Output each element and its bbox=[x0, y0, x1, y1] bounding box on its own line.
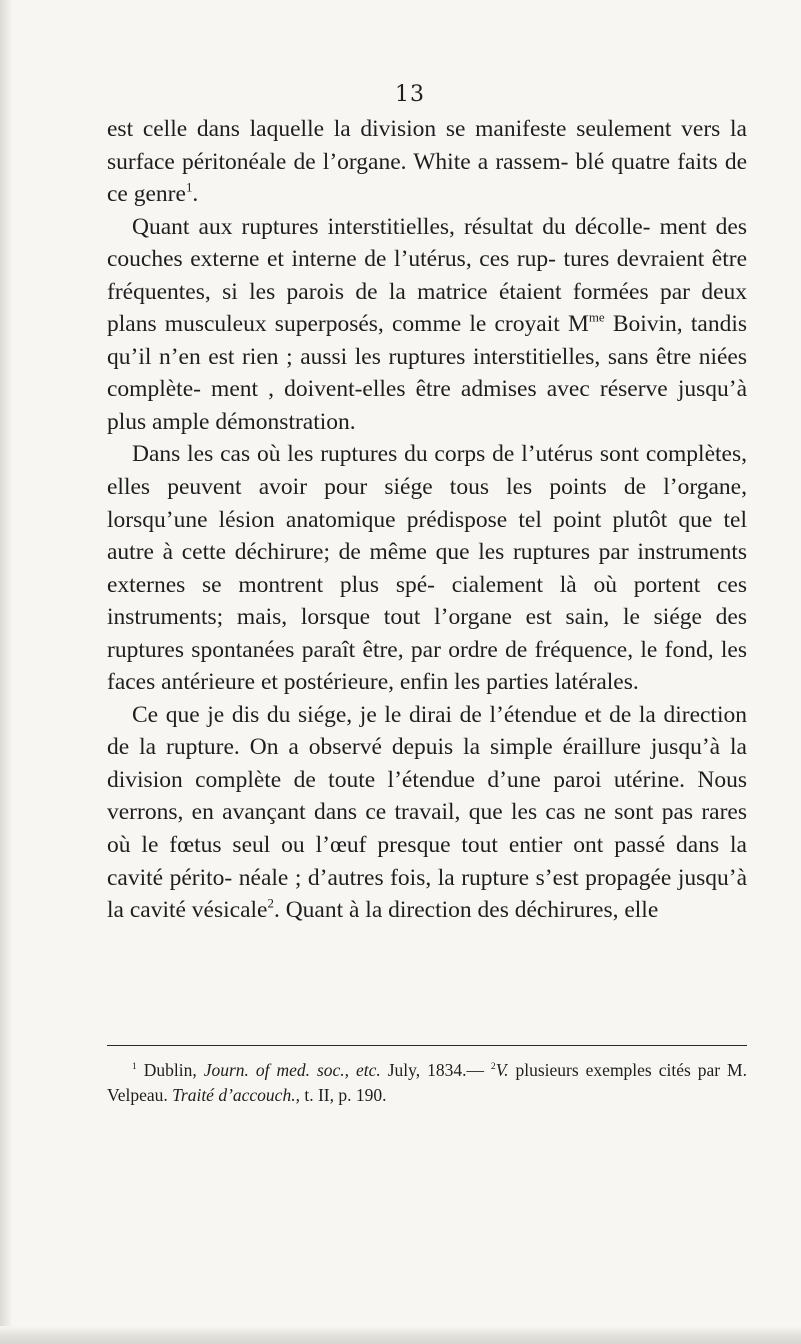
footnote-1-text-b: July, 1834.— bbox=[380, 1060, 491, 1080]
page-binding-edge bbox=[0, 0, 12, 1344]
footnote-2-mark: 2 bbox=[490, 1060, 496, 1072]
footnotes bbox=[107, 1058, 747, 1108]
paragraph-1 bbox=[107, 113, 747, 211]
footnote-block bbox=[107, 1058, 747, 1108]
superscript-me: me bbox=[588, 309, 605, 325]
paragraph-2 bbox=[107, 211, 747, 439]
footnote-separator bbox=[107, 1045, 747, 1046]
paragraph-2-text-b: Boivin, tandis qu’il n’en est rien ; aussi les ruptures interstitielles, sans être niées complète- ment , doivent-elles être admises avec réserve jusqu’à plus ample démonstration. bbox=[107, 311, 747, 435]
paragraph-4-text-a: Ce que je dis du siége, je le dirai de l’étendue et de la direction de la rupture. On a observé depuis la simple éraillure jusqu’à la division complète de toute l’étendue d’une paroi utérine. Nous verrons, en avançant dans ce travail, que les cas ne sont pas rares où le fœtus seul ou l’œuf presque tout entier ont passé dans la cavité périto- néale ; d’autres fois, la rupture s’est propagée jusqu’à la cavité vésicale bbox=[107, 701, 747, 924]
footnote-2-title: Traité d’accouch., bbox=[172, 1085, 300, 1105]
page-bottom-edge bbox=[0, 1326, 801, 1344]
paragraph-1-end: . bbox=[192, 181, 199, 208]
footnote-1-journal: Journ. of med. soc., etc. bbox=[203, 1060, 381, 1080]
footnote-ref-1: 1 bbox=[185, 179, 193, 195]
page-number: 13 bbox=[395, 82, 425, 107]
footnote-1-mark: 1 bbox=[132, 1060, 137, 1072]
paragraph-4-text-b: . Quant à la direction des déchirures, elle bbox=[273, 897, 659, 924]
footnote-1-text-a: Dublin, bbox=[136, 1060, 204, 1080]
paragraph-2-text-a: Quant aux ruptures interstitielles, résultat du décolle- ment des couches externe et interne de l’utérus, ces rup- tures devraient être fréquentes, si les parois de la matrice étaient formées par deux plans musculeux superposés, comme le croyait M bbox=[107, 213, 747, 338]
paragraph-3: Dans les cas où les ruptures du corps de l’utérus sont complètes, elles peuvent avoir pour siége tous les points de l’organe, lorsqu’une lésion anatomique prédispose tel point plutôt que tel autre à cette déchirure; de même que les ruptures par instruments externes se montrent plus spé- cialement là où portent ces instruments; mais, lorsque tout l’organe est sain, le siége des ruptures spontanées paraît être, par ordre de fréquence, le fond, les faces antérieure et postérieure, enfin les parties latérales. bbox=[107, 441, 747, 696]
footnote-2-v: V. bbox=[495, 1060, 509, 1080]
paragraph-1-text: est celle dans laquelle la division se manifeste seulement vers la surface péritonéale de l’organe. White a rassem- blé quatre faits de ce genre bbox=[107, 116, 747, 208]
footnote-2-text-b: t. II, p. 190. bbox=[299, 1085, 387, 1105]
body-text bbox=[107, 113, 747, 927]
footnote-2-text-a: plusieurs exemples cités par M. Velpeau. bbox=[107, 1060, 747, 1105]
paragraph-4 bbox=[107, 699, 747, 927]
footnote-ref-2: 2 bbox=[267, 895, 274, 911]
